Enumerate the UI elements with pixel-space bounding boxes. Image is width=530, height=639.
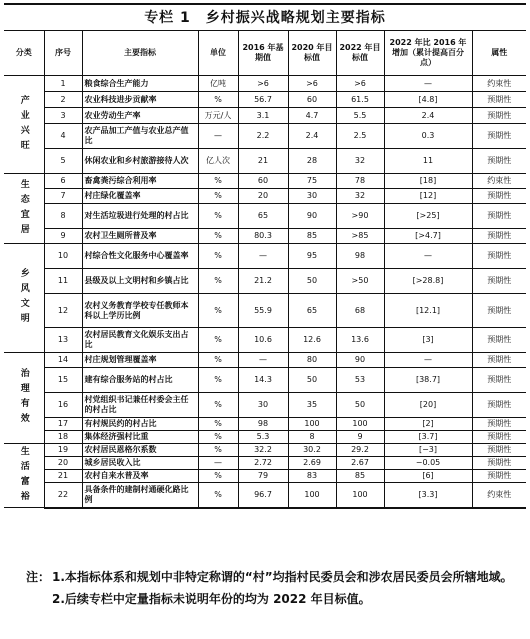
target-2020-cell: 28 xyxy=(288,149,336,174)
increase-cell: [3.7] xyxy=(384,431,472,444)
unit-cell: % xyxy=(198,244,238,269)
attribute-cell: 预期性 xyxy=(472,149,526,174)
unit-cell: % xyxy=(198,92,238,108)
table-row xyxy=(4,353,526,368)
attribute-cell: 约束性 xyxy=(472,76,526,92)
attribute-cell: 预期性 xyxy=(472,353,526,368)
increase-cell: [6] xyxy=(384,470,472,483)
target-2022-cell: 32 xyxy=(336,189,384,204)
target-2020-cell: 83 xyxy=(288,470,336,483)
increase-cell: [>4.7] xyxy=(384,229,472,244)
increase-cell: 0.3 xyxy=(384,124,472,149)
increase-cell: — xyxy=(384,353,472,368)
base-2016-cell: 80.3 xyxy=(238,229,288,244)
target-2020-cell: 8 xyxy=(288,431,336,444)
row-number-cell: 17 xyxy=(44,418,82,431)
target-2020-cell: 100 xyxy=(288,483,336,508)
increase-cell: [12.1] xyxy=(384,294,472,328)
table-body xyxy=(4,76,526,508)
indicator-name-cell: 粮食综合生产能力 xyxy=(82,76,198,92)
base-2016-cell: 2.72 xyxy=(238,457,288,470)
base-2016-cell: 10.6 xyxy=(238,328,288,353)
base-2016-cell: 98 xyxy=(238,418,288,431)
note-lead: 注： xyxy=(26,570,51,584)
target-2022-cell: 53 xyxy=(336,368,384,393)
target-2020-cell: 90 xyxy=(288,204,336,229)
indicator-name-cell: 农产品加工产值与农业总产值比 xyxy=(82,124,198,149)
increase-cell: [18] xyxy=(384,174,472,189)
note-1-text: 1.本指标体系和规划中非特定称谓的“村”均指村民委员会和涉农居民委员会所辖地域。 xyxy=(52,570,513,584)
row-number-cell: 11 xyxy=(44,269,82,294)
target-2020-cell: 65 xyxy=(288,294,336,328)
category-cell: 乡风文明 xyxy=(4,244,44,353)
category-cell: 产业兴旺 xyxy=(4,76,44,174)
row-number-cell: 10 xyxy=(44,244,82,269)
base-2016-cell: 60 xyxy=(238,174,288,189)
unit-cell: 万元/人 xyxy=(198,108,238,124)
base-2016-cell: 2.2 xyxy=(238,124,288,149)
increase-cell: [4.8] xyxy=(384,92,472,108)
table-row xyxy=(4,368,526,393)
row-number-cell: 8 xyxy=(44,204,82,229)
increase-cell: [>25] xyxy=(384,204,472,229)
target-2020-cell: 85 xyxy=(288,229,336,244)
attribute-cell: 约束性 xyxy=(472,174,526,189)
attribute-cell: 预期性 xyxy=(472,457,526,470)
target-2020-cell: 35 xyxy=(288,393,336,418)
increase-cell: — xyxy=(384,244,472,269)
notes xyxy=(26,566,516,610)
unit-cell: % xyxy=(198,294,238,328)
target-2022-cell: >90 xyxy=(336,204,384,229)
target-2020-cell: 80 xyxy=(288,353,336,368)
row-number-cell: 13 xyxy=(44,328,82,353)
indicator-name-cell: 休闲农业和乡村旅游接待人次 xyxy=(82,149,198,174)
increase-cell: [2] xyxy=(384,418,472,431)
target-2022-cell: 90 xyxy=(336,353,384,368)
row-number-cell: 1 xyxy=(44,76,82,92)
unit-cell: % xyxy=(198,470,238,483)
base-2016-cell: 79 xyxy=(238,470,288,483)
note-1 xyxy=(26,566,516,588)
table-row xyxy=(4,229,526,244)
base-2016-cell: 14.3 xyxy=(238,368,288,393)
row-number-cell: 19 xyxy=(44,444,82,457)
row-number-cell: 22 xyxy=(44,483,82,508)
unit-cell: % xyxy=(198,444,238,457)
base-2016-cell: 3.1 xyxy=(238,108,288,124)
row-number-cell: 6 xyxy=(44,174,82,189)
unit-cell: % xyxy=(198,204,238,229)
base-2016-cell: >6 xyxy=(238,76,288,92)
indicator-name-cell: 农村居民教育文化娱乐支出占比 xyxy=(82,328,198,353)
note-2: 2.后续专栏中定量指标未说明年份的均为 2022 年目标值。 xyxy=(52,592,371,606)
row-number-cell: 12 xyxy=(44,294,82,328)
indicator-name-cell: 县级及以上文明村和乡镇占比 xyxy=(82,269,198,294)
target-2022-cell: 29.2 xyxy=(336,444,384,457)
target-2020-cell: 2.69 xyxy=(288,457,336,470)
base-2016-cell: 21.2 xyxy=(238,269,288,294)
increase-cell: [12] xyxy=(384,189,472,204)
target-2020-cell: 50 xyxy=(288,269,336,294)
row-number-cell: 4 xyxy=(44,124,82,149)
target-2022-cell: 9 xyxy=(336,431,384,444)
unit-cell: 亿人次 xyxy=(198,149,238,174)
attribute-cell: 预期性 xyxy=(472,124,526,149)
table-row xyxy=(4,174,526,189)
table-row xyxy=(4,328,526,353)
target-2020-cell: 50 xyxy=(288,368,336,393)
indicator-name-cell: 集体经济强村比重 xyxy=(82,431,198,444)
base-2016-cell: — xyxy=(238,353,288,368)
increase-cell: [>28.8] xyxy=(384,269,472,294)
attribute-cell: 预期性 xyxy=(472,108,526,124)
column-header: 单位 xyxy=(198,31,238,76)
unit-cell: % xyxy=(198,483,238,508)
table-row xyxy=(4,393,526,418)
target-2020-cell: 2.4 xyxy=(288,124,336,149)
target-2020-cell: 4.7 xyxy=(288,108,336,124)
target-2022-cell: 50 xyxy=(336,393,384,418)
target-2022-cell: >50 xyxy=(336,269,384,294)
attribute-cell: 预期性 xyxy=(472,393,526,418)
attribute-cell: 预期性 xyxy=(472,229,526,244)
table-row xyxy=(4,92,526,108)
attribute-cell: 预期性 xyxy=(472,244,526,269)
indicator-name-cell: 农村卫生厕所普及率 xyxy=(82,229,198,244)
target-2020-cell: 95 xyxy=(288,244,336,269)
unit-cell: % xyxy=(198,189,238,204)
target-2022-cell: 13.6 xyxy=(336,328,384,353)
indicator-name-cell: 农村义务教育学校专任教师本科以上学历比例 xyxy=(82,294,198,328)
column-header: 2020 年目标值 xyxy=(288,31,336,76)
target-2022-cell: 98 xyxy=(336,244,384,269)
unit-cell: % xyxy=(198,353,238,368)
table-row xyxy=(4,76,526,92)
indicator-name-cell: 农村居民恩格尔系数 xyxy=(82,444,198,457)
base-2016-cell: 21 xyxy=(238,149,288,174)
unit-cell: % xyxy=(198,368,238,393)
unit-cell: % xyxy=(198,393,238,418)
increase-cell: 11 xyxy=(384,149,472,174)
row-number-cell: 21 xyxy=(44,470,82,483)
category-cell: 治理有效 xyxy=(4,353,44,444)
table-row xyxy=(4,457,526,470)
attribute-cell: 预期性 xyxy=(472,431,526,444)
indicator-name-cell: 村庄绿化覆盖率 xyxy=(82,189,198,204)
attribute-cell: 预期性 xyxy=(472,368,526,393)
table-row xyxy=(4,418,526,431)
increase-cell: 2.4 xyxy=(384,108,472,124)
column-header: 主要指标 xyxy=(82,31,198,76)
increase-cell: −0.05 xyxy=(384,457,472,470)
indicator-name-cell: 建有综合服务站的村占比 xyxy=(82,368,198,393)
table-row xyxy=(4,470,526,483)
column-header: 分类 xyxy=(4,31,44,76)
indicator-name-cell: 村综合性文化服务中心覆盖率 xyxy=(82,244,198,269)
target-2022-cell: 78 xyxy=(336,174,384,189)
table-row xyxy=(4,444,526,457)
target-2022-cell: 5.5 xyxy=(336,108,384,124)
table-row xyxy=(4,294,526,328)
row-number-cell: 18 xyxy=(44,431,82,444)
unit-cell: % xyxy=(198,269,238,294)
attribute-cell: 预期性 xyxy=(472,444,526,457)
attribute-cell: 预期性 xyxy=(472,189,526,204)
target-2022-cell: 61.5 xyxy=(336,92,384,108)
base-2016-cell: 32.2 xyxy=(238,444,288,457)
row-number-cell: 16 xyxy=(44,393,82,418)
base-2016-cell: 65 xyxy=(238,204,288,229)
base-2016-cell: 30 xyxy=(238,393,288,418)
unit-cell: 亿吨 xyxy=(198,76,238,92)
unit-cell: % xyxy=(198,418,238,431)
row-number-cell: 5 xyxy=(44,149,82,174)
table-row xyxy=(4,244,526,269)
target-2022-cell: >6 xyxy=(336,76,384,92)
row-number-cell: 14 xyxy=(44,353,82,368)
indicator-name-cell: 有村规民约的村占比 xyxy=(82,418,198,431)
indicator-name-cell: 农村自来水普及率 xyxy=(82,470,198,483)
unit-cell: % xyxy=(198,229,238,244)
attribute-cell: 预期性 xyxy=(472,328,526,353)
increase-cell: [3.3] xyxy=(384,483,472,508)
indicator-name-cell: 农业劳动生产率 xyxy=(82,108,198,124)
indicator-name-cell: 农业科技进步贡献率 xyxy=(82,92,198,108)
target-2022-cell: 68 xyxy=(336,294,384,328)
table-row xyxy=(4,189,526,204)
row-number-cell: 20 xyxy=(44,457,82,470)
indicator-name-cell: 村党组织书记兼任村委会主任的村占比 xyxy=(82,393,198,418)
base-2016-cell: 20 xyxy=(238,189,288,204)
table-row xyxy=(4,269,526,294)
increase-cell: [20] xyxy=(384,393,472,418)
target-2020-cell: 30.2 xyxy=(288,444,336,457)
base-2016-cell: 96.7 xyxy=(238,483,288,508)
target-2022-cell: 32 xyxy=(336,149,384,174)
unit-cell: % xyxy=(198,174,238,189)
target-2022-cell: >85 xyxy=(336,229,384,244)
target-2020-cell: 12.6 xyxy=(288,328,336,353)
indicator-name-cell: 具备条件的建制村通硬化路比例 xyxy=(82,483,198,508)
column-header: 2022 年比 2016 年增加（累计提高百分点） xyxy=(384,31,472,76)
table-row xyxy=(4,483,526,508)
column-header: 属性 xyxy=(472,31,526,76)
indicator-name-cell: 城乡居民收入比 xyxy=(82,457,198,470)
target-2022-cell: 2.5 xyxy=(336,124,384,149)
unit-cell: % xyxy=(198,431,238,444)
target-2022-cell: 2.67 xyxy=(336,457,384,470)
row-number-cell: 9 xyxy=(44,229,82,244)
row-number-cell: 7 xyxy=(44,189,82,204)
target-2020-cell: 100 xyxy=(288,418,336,431)
target-2022-cell: 85 xyxy=(336,470,384,483)
table-row xyxy=(4,431,526,444)
table-title: 专栏 1 乡村振兴战略规划主要指标 xyxy=(4,3,526,31)
target-2020-cell: >6 xyxy=(288,76,336,92)
target-2020-cell: 60 xyxy=(288,92,336,108)
increase-cell: [38.7] xyxy=(384,368,472,393)
table-row xyxy=(4,204,526,229)
column-header: 序号 xyxy=(44,31,82,76)
indicator-name-cell: 畜禽粪污综合利用率 xyxy=(82,174,198,189)
attribute-cell: 预期性 xyxy=(472,204,526,229)
base-2016-cell: 5.3 xyxy=(238,431,288,444)
base-2016-cell: 55.9 xyxy=(238,294,288,328)
attribute-cell: 预期性 xyxy=(472,470,526,483)
attribute-cell: 预期性 xyxy=(472,294,526,328)
target-2020-cell: 75 xyxy=(288,174,336,189)
row-number-cell: 15 xyxy=(44,368,82,393)
header-row xyxy=(4,31,526,76)
base-2016-cell: 56.7 xyxy=(238,92,288,108)
indicator-name-cell: 村庄规划管理覆盖率 xyxy=(82,353,198,368)
unit-cell: — xyxy=(198,457,238,470)
column-header: 2016 年基期值 xyxy=(238,31,288,76)
category-cell: 生态宜居 xyxy=(4,174,44,244)
table-row xyxy=(4,108,526,124)
attribute-cell: 预期性 xyxy=(472,92,526,108)
target-2022-cell: 100 xyxy=(336,483,384,508)
unit-cell: — xyxy=(198,124,238,149)
increase-cell: [3] xyxy=(384,328,472,353)
attribute-cell: 预期性 xyxy=(472,418,526,431)
target-2020-cell: 30 xyxy=(288,189,336,204)
table-row xyxy=(4,124,526,149)
unit-cell: % xyxy=(198,328,238,353)
indicator-table xyxy=(4,30,526,509)
indicator-name-cell: 对生活垃圾进行处理的村占比 xyxy=(82,204,198,229)
column-header: 2022 年目标值 xyxy=(336,31,384,76)
target-2022-cell: 100 xyxy=(336,418,384,431)
increase-cell: [−3] xyxy=(384,444,472,457)
attribute-cell: 约束性 xyxy=(472,483,526,508)
attribute-cell: 预期性 xyxy=(472,269,526,294)
row-number-cell: 3 xyxy=(44,108,82,124)
increase-cell: — xyxy=(384,76,472,92)
category-cell: 生活富裕 xyxy=(4,444,44,508)
table-row xyxy=(4,149,526,174)
base-2016-cell: — xyxy=(238,244,288,269)
row-number-cell: 2 xyxy=(44,92,82,108)
